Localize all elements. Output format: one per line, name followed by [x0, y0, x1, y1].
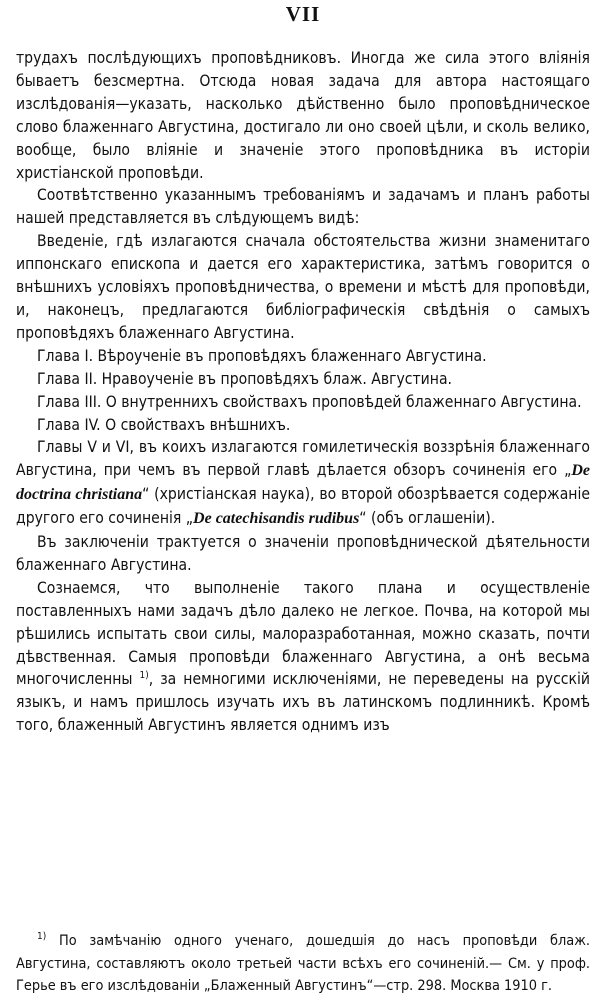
paragraph-introduction: Введеніе, гдѣ излагаются сначала обстоятельства жизни знаменитаго иппонскаго епископа и дается его характеристика, затѣмъ говорится о внѣшнихъ условіяхъ проповѣдничества, о времени и мѣстѣ для проповѣди, и, наконецъ, предлагаются библіографическія свѣдѣнія о самыхъ проповѣдяхъ блаженнаго Августина. — [16, 232, 590, 342]
footnote — [16, 930, 590, 998]
chapters-5-6-text-b: “ (христіанская наука), во второй обозрѣвается содержаніе другого его сочиненія „ — [16, 485, 590, 528]
main-text — [16, 47, 590, 737]
page-number: VII — [285, 2, 321, 26]
paragraph-conclusion: Въ заключеніи трактуется о значеніи проповѣднической дѣятельности блаженнаго Августина. — [16, 533, 590, 574]
difficulty-text-a: Сознаемся, что выполненіе такого плана и осуществленіе поставленныхъ нами задачъ дѣло далеко не легкое. Почва, на которой мы рѣшились испытать свои силы, малоразработанная, можно сказать, почти дѣвственная. Самыя проповѣди блаженнаго Августина, а онѣ весьма многочисленны — [16, 578, 590, 689]
paragraph-chapter-4: Глава IV. О свойствахъ внѣшнихъ. — [37, 415, 291, 434]
footnote-text: По замѣчанію одного ученаго, дошедшія до насъ проповѣди блаж. Августина, составляютъ около третьей части всѣхъ его сочиненій.— См. у проф. Герье въ его изслѣдованіи „Блаженный Августинъ“—стр. 298. Москва 1910 г. — [16, 933, 590, 995]
paragraph-continuation: трудахъ послѣдующихъ проповѣдниковъ. Иногда же сила этого вліянія бываетъ безсмертна. Отсюда новая задача для автора настоящаго изслѣдованія—указать, насколько дѣйственно было проповѣдническое слово блаженнаго Августина, достигало ли оно своей цѣли, и сколь велико, вообще, было вліяніе и значеніе этого проповѣдника въ исторіи христіанской проповѣди. — [16, 49, 590, 182]
latin-title-doctrina: De doctrina christiana — [16, 462, 590, 504]
paragraph-difficulty — [16, 577, 590, 737]
paragraph-chapters-5-6 — [16, 436, 590, 531]
difficulty-text-b: , за немногими исключеніями, не переведены на русскій языкъ, и намъ пришлось изучать ихъ въ латинскомъ подлинникѣ. Кромѣ того, блаженный Августинъ является однимъ изъ — [16, 670, 590, 735]
footnote-reference: 1) — [139, 670, 149, 682]
footnote-marker: 1) — [37, 931, 47, 943]
paragraph-chapter-1: Глава I. Вѣроученіе въ проповѣдяхъ блаженнаго Августина. — [37, 346, 487, 365]
chapters-5-6-text-c: “ (объ оглашеніи). — [359, 509, 496, 528]
paragraph-plan-intro: Соотвѣтственно указаннымъ требованіямъ и задачамъ и планъ работы нашей представляется въ слѣдующемъ видѣ: — [16, 186, 590, 228]
paragraph-chapter-2: Глава II. Нравоученіе въ проповѣдяхъ блаж. Августина. — [37, 369, 452, 388]
book-page — [16, 0, 590, 1004]
latin-title-catechisandis: De catechisandis rudibus — [193, 510, 360, 528]
chapters-5-6-text-a: Главы V и VI, въ коихъ излагаются гомилетическія воззрѣнія блаженнаго Августина, при чемъ въ первой главѣ дѣлается обзоръ сочиненія его „ — [16, 438, 590, 480]
paragraph-chapter-3: Глава III. О внутреннихъ свойствахъ проповѣдей блаженнаго Августина. — [37, 392, 582, 411]
footnote-area — [16, 930, 590, 998]
